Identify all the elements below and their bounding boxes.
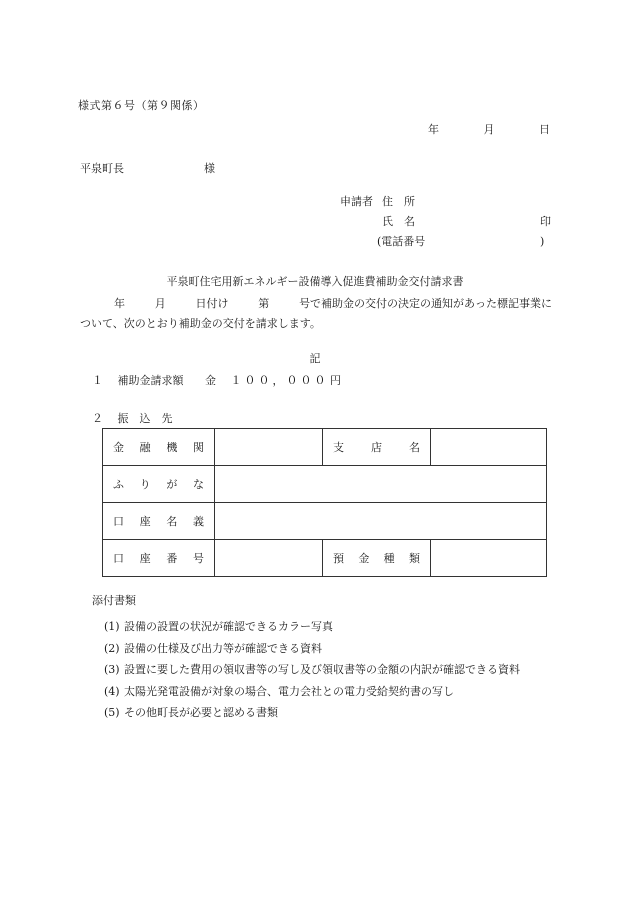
label-char: 番 — [166, 551, 178, 565]
item-number: (2) — [104, 641, 120, 655]
label-char: 座 — [139, 551, 151, 565]
table-row — [103, 429, 547, 466]
account-no-input[interactable] — [215, 540, 323, 577]
body-dai: 第 — [258, 297, 270, 310]
item-number: (5) — [104, 706, 120, 719]
label-char: 種 — [383, 551, 395, 565]
label-char: 融 — [139, 440, 151, 454]
label-char: 名 — [409, 440, 420, 454]
body-text — [80, 294, 552, 334]
label-char: 金 — [358, 551, 370, 565]
label-char: 類 — [408, 551, 420, 565]
label-char: 預 — [333, 551, 344, 565]
label-char: が — [166, 477, 178, 491]
table-row — [103, 503, 547, 540]
holder-label-cell — [103, 503, 215, 540]
item-text: 設置に要した費用の領収書等の写し及び領収書等の金額の内訳が確認できる資料 — [124, 663, 520, 676]
month-label: 月 — [483, 123, 495, 136]
request-unit: 円 — [330, 374, 341, 387]
day-label: 日 — [539, 123, 550, 136]
ki-mark: 記 — [309, 352, 321, 365]
item-text: 太陽光発電設備が対象の場合、電力会社との電力受給契約書の写し — [124, 684, 454, 698]
phone-open: (電話番号 — [377, 235, 426, 248]
body-day: 日付け — [195, 297, 229, 310]
address-label: 住 所 — [382, 195, 415, 208]
label-char: 金 — [113, 440, 124, 454]
label-char: 口 — [113, 514, 124, 528]
branch-label-cell — [323, 429, 431, 466]
body-line2: ついて、次のとおり補助金の交付を請求します。 — [80, 317, 321, 330]
request-amount: １００，０００ — [230, 374, 329, 387]
list-item — [104, 659, 520, 681]
phone-close: ) — [540, 235, 545, 248]
holder-label — [113, 516, 204, 527]
label-char: 関 — [192, 440, 204, 454]
item-number: (3) — [104, 663, 120, 676]
institution-input[interactable] — [215, 429, 323, 466]
addressee-name: 平泉町長 — [80, 162, 124, 175]
body-year: 年 — [114, 297, 125, 310]
deposit-type-input[interactable] — [431, 540, 547, 577]
list-item — [104, 681, 520, 703]
name-label: 氏 名 — [382, 215, 415, 228]
label-char: な — [192, 477, 204, 491]
table-row — [103, 466, 547, 503]
item-text: 設備の設置の状況が確認できるカラー写真 — [124, 620, 333, 633]
item-text: 設備の仕様及び出力等が確認できる資料 — [124, 641, 322, 655]
table-row — [103, 540, 547, 577]
furigana-input[interactable] — [215, 466, 547, 503]
label-char: 号 — [192, 551, 204, 565]
request-number: １ — [92, 374, 103, 387]
label-char: 座 — [139, 514, 151, 528]
label-char: 名 — [166, 514, 178, 528]
branch-label — [333, 442, 420, 453]
list-item — [104, 616, 520, 638]
applicant-block — [340, 196, 552, 256]
institution-label — [113, 442, 204, 453]
attachments-heading: 添付書類 — [92, 594, 136, 607]
account-no-label-cell — [103, 540, 215, 577]
label-char: 機 — [166, 440, 178, 454]
transfer-label: 振 込 先 — [117, 412, 173, 425]
list-item — [104, 702, 520, 724]
item-text: その他町長が必要と認める書類 — [124, 706, 278, 719]
holder-input[interactable] — [215, 503, 547, 540]
document-title: 平泉町住宅用新エネルギー設備導入促進費補助金交付請求書 — [166, 275, 464, 288]
label-char: 義 — [192, 514, 204, 528]
body-month: 月 — [154, 297, 166, 310]
list-item — [104, 638, 520, 660]
request-label: 補助金請求額 — [117, 374, 184, 387]
seal-mark: 印 — [540, 215, 551, 228]
deposit-type-label-cell — [323, 540, 431, 577]
item-number: (4) — [104, 684, 120, 698]
request-kin: 金 — [205, 374, 216, 387]
applicant-label: 申請者 — [340, 195, 373, 208]
branch-input[interactable] — [431, 429, 547, 466]
form-number: 様式第６号（第９関係） — [78, 99, 205, 112]
addressee-honorific: 様 — [204, 162, 215, 175]
request-amount-line — [92, 375, 341, 386]
label-char: ふ — [113, 477, 124, 491]
label-char: 口 — [113, 551, 124, 565]
furigana-label-cell — [103, 466, 215, 503]
label-char: り — [139, 477, 151, 491]
date-line — [428, 124, 550, 135]
transfer-heading — [92, 413, 173, 424]
addressee — [80, 162, 215, 175]
label-char: 店 — [371, 440, 382, 454]
account-no-label — [113, 553, 204, 564]
institution-label-cell — [103, 429, 215, 466]
label-char: 支 — [333, 440, 344, 454]
attachments-list — [104, 616, 520, 724]
item-number: (1) — [104, 620, 120, 633]
year-label: 年 — [428, 123, 439, 136]
deposit-type-label — [333, 553, 420, 564]
transfer-number: ２ — [92, 412, 103, 425]
furigana-label — [113, 479, 204, 490]
bank-account-table — [102, 428, 547, 577]
body-rest: 号で補助金の交付の決定の通知があった標記事業に — [299, 297, 552, 310]
